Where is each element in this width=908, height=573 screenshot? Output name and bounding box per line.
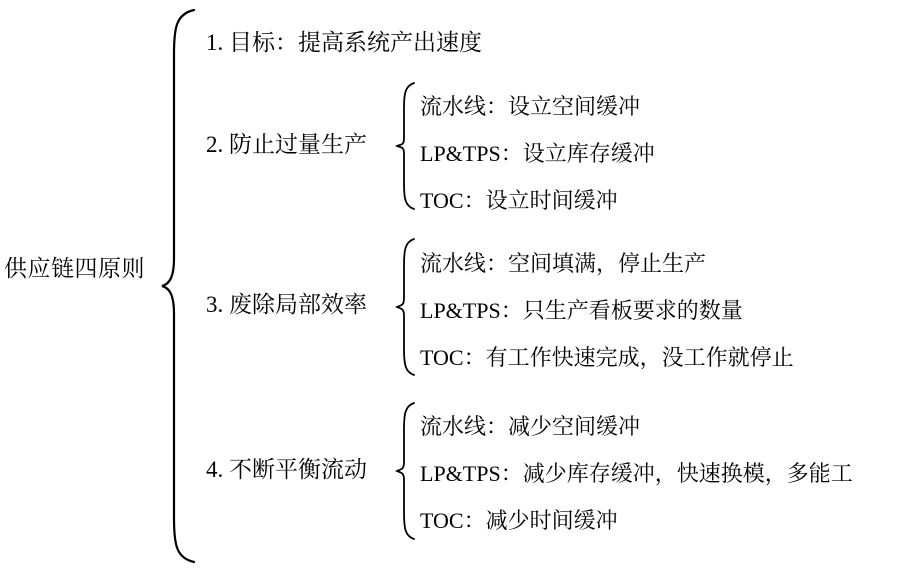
list-item: 流水线：空间填满，停止生产 xyxy=(420,250,707,276)
list-item: TOC：有工作快速完成，没工作就停止 xyxy=(420,344,794,370)
list-item: TOC：设立时间缓冲 xyxy=(420,187,618,213)
list-item: 流水线：设立空间缓冲 xyxy=(420,93,641,119)
branch-1-number: 1. xyxy=(206,30,224,55)
root-label: 供应链四原则 xyxy=(4,256,145,281)
branch-4-children xyxy=(420,403,853,544)
branch-2-label: 防止过量生产 xyxy=(229,132,367,157)
list-item: LP&TPS：只生产看板要求的数量 xyxy=(420,297,743,323)
outer-brace xyxy=(160,8,200,564)
list-item: LP&TPS：减少库存缓冲，快速换模，多能工 xyxy=(420,460,853,486)
branch-2-number: 2. xyxy=(206,132,224,157)
branch-4 xyxy=(206,455,367,485)
branch-4-number: 4. xyxy=(206,457,224,482)
branch-2 xyxy=(206,130,367,160)
list-item: 流水线：减少空间缓冲 xyxy=(420,413,641,439)
branch-4-label: 不断平衡流动 xyxy=(229,457,367,482)
branch-4-brace xyxy=(396,402,418,540)
branch-3-children xyxy=(420,240,794,381)
branch-1 xyxy=(206,28,482,58)
branch-2-brace xyxy=(396,82,418,210)
branch-1-label: 目标：提高系统产出速度 xyxy=(229,30,482,55)
branch-3-brace xyxy=(396,238,418,376)
list-item: TOC：减少时间缓冲 xyxy=(420,507,618,533)
branch-2-children xyxy=(420,83,655,224)
branch-3 xyxy=(206,290,367,320)
branch-3-number: 3. xyxy=(206,292,224,317)
branch-3-label: 废除局部效率 xyxy=(229,292,367,317)
list-item: LP&TPS：设立库存缓冲 xyxy=(420,140,655,166)
